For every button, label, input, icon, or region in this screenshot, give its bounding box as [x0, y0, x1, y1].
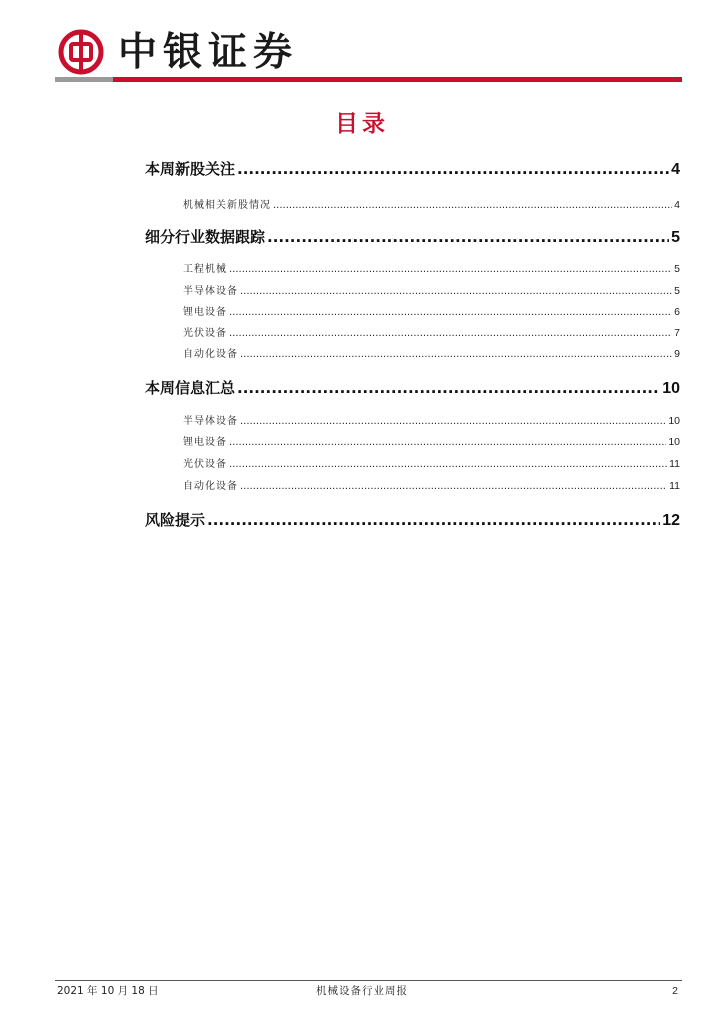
toc-entry-section[interactable] — [145, 227, 680, 248]
toc-entry-label: 锂电设备 — [183, 307, 227, 318]
toc-entry-page: 5 — [674, 263, 680, 275]
header-rule-red — [113, 77, 682, 82]
toc-entry-subsection[interactable] — [183, 326, 680, 341]
toc-leader-dots — [229, 327, 672, 341]
toc-entry-page: 11 — [669, 480, 680, 492]
toc-entry-label: 本周信息汇总 — [145, 379, 236, 397]
bank-of-china-logo-icon — [58, 29, 104, 75]
toc-entry-label: 光伏设备 — [183, 328, 227, 339]
toc-entry-page: 9 — [674, 348, 680, 360]
toc-entry-page: 5 — [674, 285, 680, 297]
toc-entry-subsection[interactable] — [183, 479, 680, 494]
toc-entry-page: 10 — [668, 436, 680, 448]
toc-entry-label: 工程机械 — [183, 264, 227, 275]
toc-leader-dots — [273, 199, 672, 213]
toc-entry-page: 10 — [662, 380, 680, 397]
toc-entry-label: 光伏设备 — [183, 459, 227, 470]
toc-leader-dots — [240, 348, 672, 362]
footer-report-name: 机械设备行业周报 — [316, 985, 408, 997]
toc-entry-subsection[interactable] — [183, 414, 680, 429]
toc-entry-section[interactable] — [145, 378, 680, 399]
toc-entry-section[interactable] — [145, 159, 680, 180]
toc-entry-section[interactable] — [145, 510, 680, 531]
toc-entry-subsection[interactable] — [183, 284, 680, 299]
page-header — [52, 25, 682, 85]
toc-leader-dots — [229, 263, 672, 277]
toc-entry-page: 11 — [669, 458, 680, 470]
toc-leader-dots — [267, 227, 669, 247]
toc-entry-label: 风险提示 — [145, 511, 206, 529]
footer-date: 2021 年 10 月 18 日 — [57, 985, 159, 997]
toc-entry-label: 本周新股关注 — [145, 160, 236, 178]
toc-entry-subsection[interactable] — [183, 457, 680, 472]
toc-entry-page: 10 — [668, 415, 680, 427]
toc-leader-dots — [229, 436, 666, 450]
toc-entry-label: 自动化设备 — [183, 481, 238, 492]
toc-entry-label: 机械相关新股情况 — [183, 200, 271, 211]
toc-entry-page: 4 — [671, 161, 680, 178]
toc-entry-page: 12 — [662, 512, 680, 529]
toc-title: 目录 — [335, 111, 389, 137]
toc-entry-label: 半导体设备 — [183, 286, 238, 297]
toc-leader-dots — [240, 415, 666, 429]
toc-entry-label: 自动化设备 — [183, 349, 238, 360]
brand-name: 中银证券 — [118, 29, 299, 75]
toc-entry-subsection[interactable] — [183, 198, 680, 213]
toc-entry-page: 6 — [674, 306, 680, 318]
toc-leader-dots — [240, 285, 672, 299]
footer-page-number: 2 — [672, 985, 678, 997]
toc-entry-subsection[interactable] — [183, 435, 680, 450]
toc-entry-page: 7 — [674, 327, 680, 339]
toc-entry-page: 5 — [671, 229, 680, 246]
toc-leader-dots — [229, 306, 672, 320]
toc-leader-dots — [229, 458, 667, 472]
toc-entry-subsection[interactable] — [183, 262, 680, 277]
toc-entry-subsection[interactable] — [183, 347, 680, 362]
toc-entry-subsection[interactable] — [183, 305, 680, 320]
toc-entry-label: 半导体设备 — [183, 416, 238, 427]
toc-leader-dots — [237, 159, 669, 179]
toc-entry-label: 锂电设备 — [183, 437, 227, 448]
header-rule-gray — [55, 77, 113, 82]
toc-leader-dots — [237, 378, 660, 398]
toc-leader-dots — [240, 480, 667, 494]
footer-rule — [55, 980, 682, 981]
toc-leader-dots — [207, 510, 660, 530]
toc-entry-page: 4 — [674, 199, 680, 211]
toc-entry-label: 细分行业数据跟踪 — [145, 228, 266, 246]
